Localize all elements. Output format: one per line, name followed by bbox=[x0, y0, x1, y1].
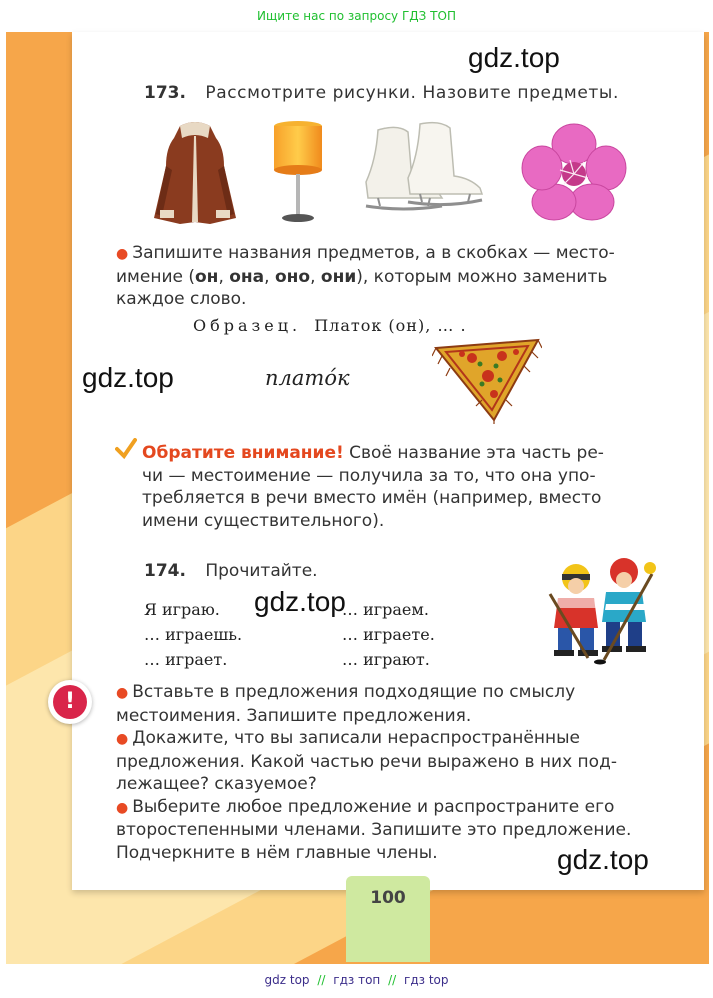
text-fragment: , bbox=[218, 266, 230, 287]
footer-link[interactable]: gdz top bbox=[264, 973, 310, 987]
attention-marker bbox=[48, 680, 92, 724]
sample-label: Образец. bbox=[193, 316, 302, 335]
text-fragment: , bbox=[264, 266, 275, 287]
pronoun: они bbox=[320, 266, 357, 287]
task-list bbox=[116, 681, 666, 864]
attention-note bbox=[142, 442, 666, 532]
top-banner[interactable]: Ищите нас по запросу ГДЗ ТОП bbox=[257, 9, 456, 23]
page-number: 100 bbox=[370, 888, 406, 908]
footer-links bbox=[0, 966, 713, 998]
task-write-names bbox=[116, 242, 666, 311]
pronoun: она bbox=[229, 266, 265, 287]
exercise-instruction: Рассмотрите рисунки. Назовите предметы. bbox=[205, 83, 619, 103]
text-line: Докажите, что вы записали нераспространённые bbox=[132, 728, 580, 748]
text-line: имени существительного). bbox=[142, 510, 385, 531]
attention-title: Обратите внимание! bbox=[142, 443, 344, 463]
watermark: gdz.top bbox=[82, 362, 174, 393]
watermark: gdz.top bbox=[468, 42, 560, 73]
text-line: Запишите названия предметов, а в скобках — место- bbox=[132, 243, 615, 263]
flower-picture bbox=[520, 122, 628, 222]
text-line: второстепенными членами. Запишите это предложение. bbox=[116, 820, 632, 840]
text-line: требляется в речи вместо имён (например, вместо bbox=[142, 488, 602, 508]
scarf-picture bbox=[432, 336, 542, 424]
handwritten-word: платóк bbox=[265, 366, 350, 390]
lamp-picture bbox=[268, 118, 328, 226]
watermark: gdz.top bbox=[254, 586, 346, 617]
text-fragment: ), которым можно заменить bbox=[356, 266, 608, 287]
bullet-icon: ● bbox=[116, 799, 129, 816]
text-line: местоимения. Запишите предложения. bbox=[116, 705, 472, 726]
text-fragment: имение ( bbox=[116, 266, 195, 287]
conjugation-right-2: … играете. bbox=[342, 625, 435, 644]
pronoun: он bbox=[195, 266, 219, 287]
sample-line bbox=[193, 316, 467, 335]
footer-separator: // bbox=[388, 973, 397, 987]
text-line: Подчеркните в нём главные члены. bbox=[116, 842, 438, 863]
text-line: предложения. Какой частью речи выражено в них под- bbox=[116, 751, 617, 772]
footer-link[interactable]: гдз топ bbox=[333, 973, 381, 987]
conjugation-left-1: Я играю. bbox=[144, 600, 220, 619]
hockey-players-picture bbox=[540, 554, 664, 666]
exercise-instruction: Прочитайте. bbox=[205, 561, 318, 581]
pronoun: оно bbox=[274, 266, 311, 287]
bullet-icon: ● bbox=[116, 685, 129, 701]
text-fragment: , bbox=[310, 266, 321, 287]
conjugation-left-2: … играешь. bbox=[144, 625, 243, 644]
exercise-number: 173. bbox=[144, 83, 186, 103]
text-line: Выберите любое предложение и распространите его bbox=[132, 796, 615, 817]
footer-link[interactable]: гдз top bbox=[404, 973, 449, 987]
skates-picture bbox=[358, 120, 488, 222]
text-line: чи — местоимение — получила за то, что она упо- bbox=[142, 465, 596, 486]
sample-text: Платок (он), … . bbox=[314, 316, 467, 335]
coat-picture bbox=[150, 118, 240, 226]
footer-separator: // bbox=[317, 973, 326, 987]
conjugation-left-3: … играет. bbox=[144, 650, 228, 669]
exclamation-icon: ! bbox=[53, 685, 87, 719]
bullet-icon: ● bbox=[116, 246, 129, 262]
exercise-number: 174. bbox=[144, 561, 186, 581]
text-line: каждое слово. bbox=[116, 289, 247, 309]
bullet-icon: ● bbox=[116, 731, 129, 747]
checkmark-icon bbox=[115, 438, 137, 460]
exercise-174-heading bbox=[144, 561, 318, 581]
conjugation-right-1: … играем. bbox=[342, 600, 429, 619]
text-line: лежащее? сказуемое? bbox=[116, 774, 317, 794]
watermark: gdz.top bbox=[557, 844, 649, 875]
conjugation-right-3: … играют. bbox=[342, 650, 430, 669]
exercise-173-heading bbox=[144, 83, 619, 103]
text-fragment: Своё название эта часть ре- bbox=[349, 443, 604, 463]
text-line: Вставьте в предложения подходящие по смыслу bbox=[132, 682, 576, 702]
